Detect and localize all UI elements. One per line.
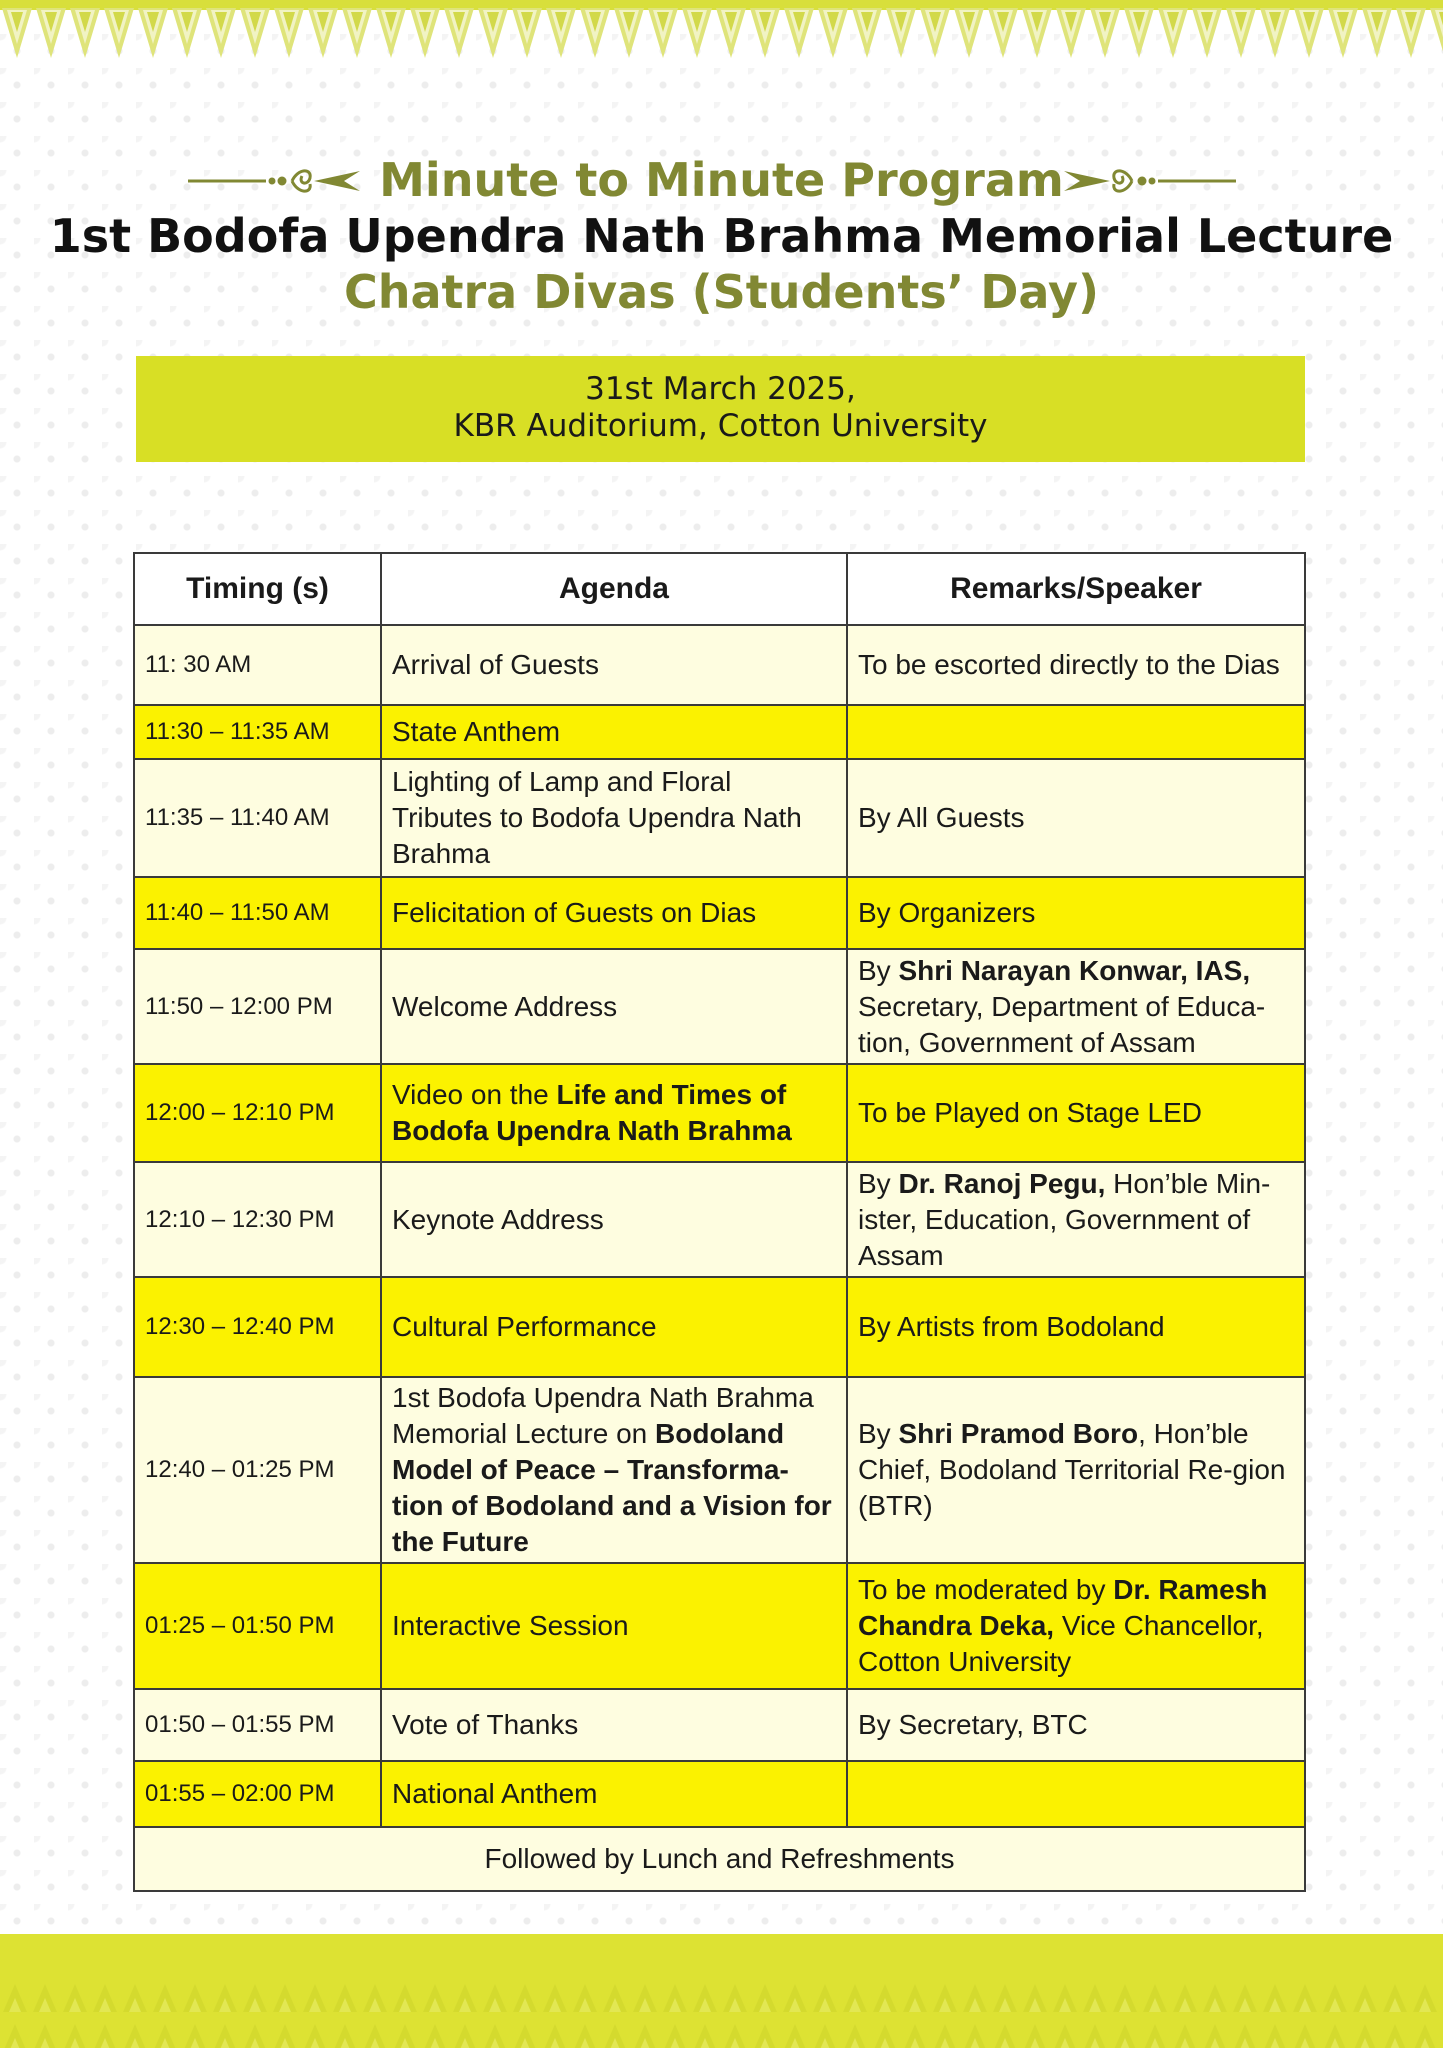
table-row — [134, 1761, 1305, 1827]
table-footer-row — [134, 1827, 1305, 1891]
header-remarks: Remarks/Speaker — [847, 553, 1305, 625]
row-agenda: Keynote Address — [381, 1162, 847, 1277]
row-time: 11:35 – 11:40 AM — [134, 759, 381, 877]
remarks-suffix: Vice Chancellor, Cotton University — [858, 1610, 1264, 1677]
row-remarks — [847, 1761, 1305, 1827]
table-row — [134, 1277, 1305, 1377]
remarks-suffix: Hon’ble Min-ister, Education, Government of Assam — [858, 1167, 1271, 1271]
table-row — [134, 759, 1305, 877]
row-time: 11:30 – 11:35 AM — [134, 705, 381, 759]
header — [0, 152, 1443, 320]
speaker-name: Dr. Ranoj Pegu, — [898, 1167, 1106, 1199]
speaker-name: Shri Narayan Konwar, IAS, — [898, 954, 1251, 986]
remarks-prefix: By — [858, 1418, 899, 1449]
row-agenda: Interactive Session — [381, 1563, 847, 1689]
agenda-highlight: Life and Times of Bodofa Upendra Nath Brahma — [392, 1079, 792, 1146]
day-title: Chatra Divas (Students’ Day) — [343, 265, 1100, 319]
row-time: 11:50 – 12:00 PM — [134, 949, 381, 1064]
lecture-title: 1st Bodofa Upendra Nath Brahma Memorial Lecture — [49, 209, 1394, 263]
row-time: 01:55 – 02:00 PM — [134, 1761, 381, 1827]
row-agenda: Felicitation of Guests on Dias — [381, 877, 847, 949]
bottom-lace-border — [0, 1934, 1443, 2048]
remarks-prefix: By — [858, 954, 899, 986]
event-venue: KBR Auditorium, Cotton University — [453, 408, 988, 444]
right-ornament-icon — [1064, 166, 1236, 196]
top-lace-pattern-icon — [0, 0, 1443, 70]
row-agenda: Cultural Performance — [381, 1277, 847, 1377]
table-row — [134, 1064, 1305, 1162]
row-agenda: State Anthem — [381, 705, 847, 759]
row-time: 01:25 – 01:50 PM — [134, 1563, 381, 1689]
row-agenda: Vote of Thanks — [381, 1689, 847, 1761]
row-remarks — [847, 949, 1305, 1064]
row-remarks: By All Guests — [847, 759, 1305, 877]
row-agenda — [381, 1377, 847, 1563]
remarks-suffix: Secretary, Department of Educa-tion, Government of Assam — [858, 990, 1266, 1058]
left-ornament-icon — [188, 166, 360, 196]
row-time: 11: 30 AM — [134, 625, 381, 705]
row-time: 12:00 – 12:10 PM — [134, 1064, 381, 1162]
header-agenda: Agenda — [381, 553, 847, 625]
agenda-highlight: Bodoland Model of Peace – Transforma-tion of Bodoland and a Vision for the Future — [392, 1418, 832, 1557]
program-title: Minute to Minute Program — [379, 153, 1064, 207]
row-time: 12:40 – 01:25 PM — [134, 1377, 381, 1563]
bottom-lace-pattern-icon — [0, 1934, 1443, 2048]
table-row — [134, 1162, 1305, 1277]
program-title-row — [0, 152, 1443, 208]
table-header-row — [134, 553, 1305, 625]
speaker-name: Dr. Ramesh Chandra Deka, — [858, 1574, 1268, 1641]
row-remarks: To be Played on Stage LED — [847, 1064, 1305, 1162]
table-row — [134, 705, 1305, 759]
header-timing: Timing (s) — [134, 553, 381, 625]
row-time: 11:40 – 11:50 AM — [134, 877, 381, 949]
row-remarks: By Secretary, BTC — [847, 1689, 1305, 1761]
row-time: 12:30 – 12:40 PM — [134, 1277, 381, 1377]
row-remarks — [847, 705, 1305, 759]
row-time: 01:50 – 01:55 PM — [134, 1689, 381, 1761]
row-remarks — [847, 1377, 1305, 1563]
row-agenda — [381, 1064, 847, 1162]
table-row — [134, 625, 1305, 705]
row-time: 12:10 – 12:30 PM — [134, 1162, 381, 1277]
date-venue-box — [136, 356, 1305, 462]
remarks-prefix: By — [858, 1167, 899, 1199]
table-row — [134, 1563, 1305, 1689]
row-agenda: Arrival of Guests — [381, 625, 847, 705]
top-lace-border — [0, 0, 1443, 70]
row-remarks: By Artists from Bodoland — [847, 1277, 1305, 1377]
table-row — [134, 877, 1305, 949]
agenda-prefix: 1st Bodofa Upendra Nath Brahma Memorial Lecture on — [392, 1382, 814, 1449]
remarks-suffix: , Hon’ble Chief, Bodoland Territorial Re-gion (BTR) — [858, 1418, 1286, 1521]
table-row — [134, 949, 1305, 1064]
row-agenda: National Anthem — [381, 1761, 847, 1827]
agenda-table — [133, 552, 1306, 1892]
footer-note: Followed by Lunch and Refreshments — [134, 1827, 1305, 1891]
row-agenda: Lighting of Lamp and Floral Tributes to Bodofa Upendra Nath Brahma — [381, 759, 847, 877]
event-date: 31st March 2025, — [585, 371, 856, 407]
agenda-prefix: Video on the — [392, 1079, 557, 1110]
remarks-prefix: To be moderated by — [858, 1574, 1114, 1605]
row-remarks — [847, 1563, 1305, 1689]
table-row — [134, 1377, 1305, 1563]
row-agenda: Welcome Address — [381, 949, 847, 1064]
row-remarks: To be escorted directly to the Dias — [847, 625, 1305, 705]
table-row — [134, 1689, 1305, 1761]
row-remarks: By Organizers — [847, 877, 1305, 949]
speaker-name: Shri Pramod Boro — [898, 1418, 1139, 1449]
row-remarks — [847, 1162, 1305, 1277]
